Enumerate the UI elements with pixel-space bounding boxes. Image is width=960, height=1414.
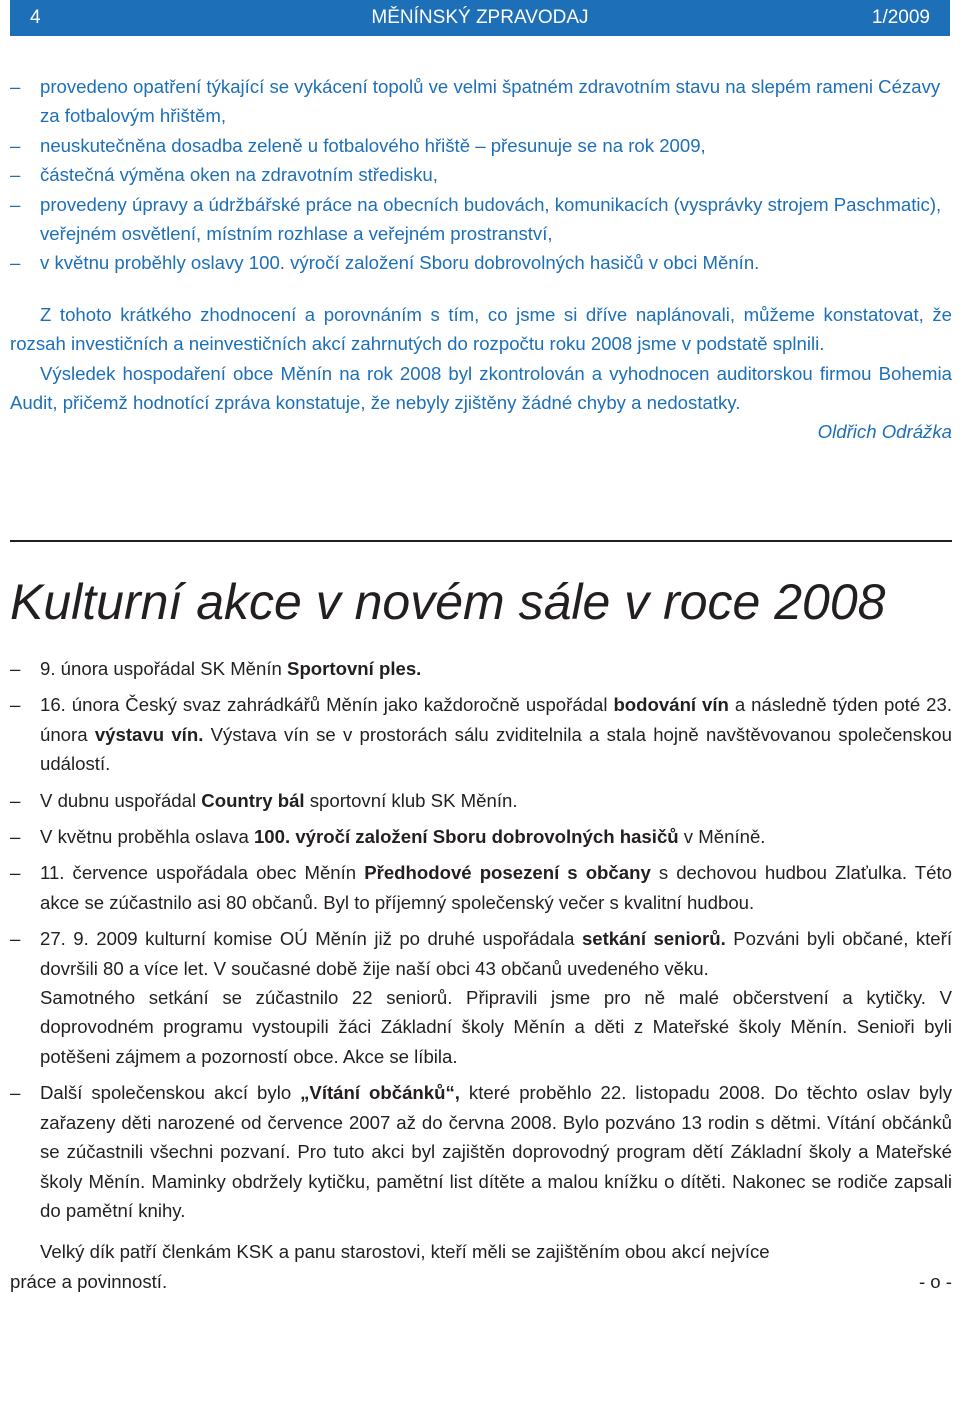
closing-paragraph bbox=[10, 1237, 952, 1296]
event-item: – V květnu proběhla oslava 100. výročí založení Sboru dobrovolných hasičů v Měníně. bbox=[10, 822, 952, 851]
list-item: – v květnu proběhly oslavy 100. výročí založení Sboru dobrovolných hasičů v obci Měnín. bbox=[10, 248, 952, 277]
event-item: – Další společenskou akcí bylo „Vítání občánků“, které proběhlo 22. listopadu 2008. Do těchto oslav byly zařazeny děti narozené od července 2007 až do června 2008. Bylo pozváno 13 rodin s dětmi. Vítání občánků se zúčastnili všechni pozvaní. Pro tuto akci byl zajištěn doprovodný program dětí Základní školy a Mateřské školy Měnín. Maminky obdržely kytičku, pamětní list dítěte a malou knížku o dítěti. Nakonec se rodiče zapsali do pamětní knihy. bbox=[10, 1078, 952, 1225]
page-number: 4 bbox=[30, 7, 41, 28]
culture-section bbox=[10, 654, 952, 1296]
list-item: – neuskutečněna dosadba zeleně u fotbalového hřiště – přesunuje se na rok 2009, bbox=[10, 131, 952, 160]
thanks-line: Velký dík patří členkám KSK a panu starostovi, kteří měli se zajištěním obou akcí nejvíce bbox=[40, 1241, 770, 1263]
event-item: – 9. února uspořádal SK Měnín Sportovní ples. bbox=[10, 654, 952, 683]
event-item: – V dubnu uspořádal Country bál sportovní klub SK Měnín. bbox=[10, 786, 952, 815]
closing-signature: - o - bbox=[918, 1270, 952, 1292]
report-section bbox=[10, 72, 952, 447]
author-signature: Oldřich Odrážka bbox=[817, 421, 952, 443]
event-subparagraph: Samotného setkání se zúčastnilo 22 seniorů. Připravili jsme pro ně malé občerstvení a kytičky. V doprovodném programu vystoupili žáci Základní školy Měnín a děti z Mateřské školy Měnín. Senioři byli potěšeni zájmem a pozorností obce. Akce se líbila. bbox=[40, 987, 952, 1067]
page-header bbox=[10, 0, 950, 36]
audit-paragraph: Výsledek hospodaření obce Měnín na rok 2008 byl zkontrolován a vyhodnocen auditorskou firmou Bohemia Audit, přičemž hodnotící zpráva konstatuje, že nebyly zjištěny žádné chyby a nedostatky. bbox=[10, 362, 952, 414]
thanks-line-end: práce a povinností. bbox=[10, 1270, 168, 1292]
report-list bbox=[10, 72, 952, 278]
section-title: Kulturní akce v novém sále v roce 2008 bbox=[10, 574, 886, 630]
list-item: – provedeny úpravy a údržbářské práce na obecních budovách, komunikacích (vysprávky strojem Paschmatic), veřejném osvětlení, místním rozhlase a veřejném prostranství, bbox=[10, 190, 952, 249]
list-item: – částečná výměna oken na zdravotním středisku, bbox=[10, 160, 952, 189]
publication-title: MĚNÍNSKÝ ZPRAVODAJ bbox=[371, 7, 589, 28]
event-item: – 27. 9. 2009 kulturní komise OÚ Měnín již po druhé uspořádala setkání seniorů. Pozváni byli občané, kteří dovršili 80 a více let. V současné době žije naší obci 43 občanů uvedeného věku. Samotného setkání se zúčastnilo 22 seniorů. Připravili jsme pro ně malé občerstvení a kytičky. V doprovodném programu vystoupili žáci Základní školy Měnín a děti z Mateřské školy Měnín. Senioři byli potěšeni zájmem a pozorností obce. Akce se líbila. bbox=[10, 924, 952, 1071]
event-item: – 16. února Český svaz zahrádkářů Měnín jako každoročně uspořádal bodování vín a následně týden poté 23. února výstavu vín. Výstava vín se v prostorách sálu zviditelnila a stala hojně navštěvovanou společenskou událostí. bbox=[10, 690, 952, 778]
summary-paragraph: Z tohoto krátkého zhodnocení a porovnáním s tím, co jsme si dříve naplánovali, můžeme konstatovat, že rozsah investičních a neinvestičních akcí zahrnutých do rozpočtu roku 2008 jsme v podstatě splnili. bbox=[10, 303, 952, 355]
issue-number: 1/2009 bbox=[871, 7, 930, 28]
events-list bbox=[10, 654, 952, 1225]
event-item: – 11. července uspořádala obec Měnín Předhodové posezení s občany s dechovou hudbou Zlaťulka. Této akce se zúčastnilo asi 80 občanů. Byl to příjemný společenský večer s kvalitní hudbou. bbox=[10, 858, 952, 917]
section-divider bbox=[10, 540, 952, 542]
list-item: – provedeno opatření týkající se vykácení topolů ve velmi špatném zdravotním stavu na slepém rameni Cézavy za fotbalovým hřištěm, bbox=[10, 72, 952, 131]
